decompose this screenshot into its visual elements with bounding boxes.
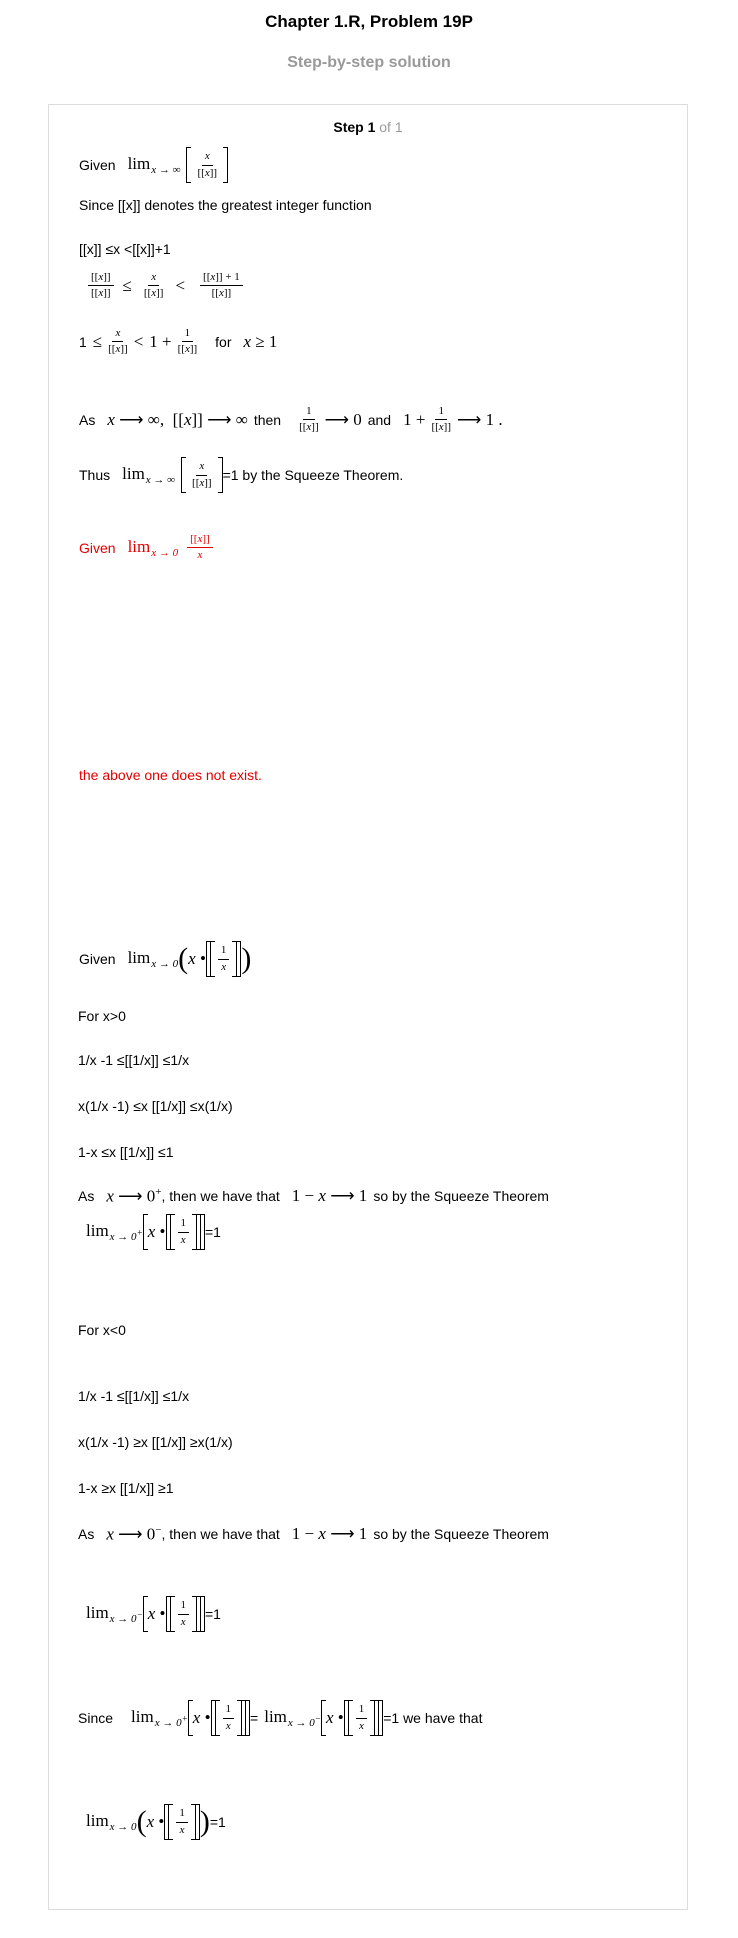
- step-indicator: [49, 119, 687, 135]
- since-final: Since $\lim_{x \to 0^+}$ x • $\frac{1}{x}$ = $\lim_{x \to 0^-}$ x • $\frac{1}{x}$ =1 we have that: [78, 1700, 482, 1736]
- as-line: As x ⟶ ∞, [[x]] ⟶ ∞ then $\frac{1}{[[x]]}$ ⟶ 0 and 1 + $\frac{1}{[[x]]}$ ⟶ 1 .: [79, 405, 503, 434]
- given-3: Given $\lim_{x \to 0}$ ( x • $\frac{1}{x}$ ): [79, 942, 252, 975]
- not-exist: the above one does not exist.: [79, 767, 262, 783]
- thus-line: Thus $\lim_{x \to \infty}$ $\frac{x}{[[x]]}$ =1 by the Squeeze Theorem.: [79, 457, 403, 493]
- ineq-3: 1 ≤ $\frac{x}{[[x]]}$ < 1 + $\frac{1}{[[x]]}$ for x ≥ 1: [79, 327, 278, 356]
- b1-line: 1/x -1 ≤[[1/x]] ≤1/x: [78, 1388, 190, 1404]
- page-title: Chapter 1.R, Problem 19P: [265, 12, 473, 31]
- ineq-2: $\frac{[[x]]}{[[x]]}$ ≤ $\frac{x}{[[x]]}$ < $\frac{[[x]] + 1}{[[x]]}$: [79, 271, 246, 300]
- page-subtitle: Step-by-step solution: [287, 54, 451, 71]
- a3-line: 1-x ≤x [[1/x]] ≤1: [78, 1144, 174, 1160]
- solution-card: [48, 104, 688, 1910]
- for-neg: For x<0: [78, 1322, 126, 1338]
- step-label: Step 1: [333, 119, 376, 135]
- as-neg-line: As x ⟶ 0− , then we have that 1 − x ⟶ 1 so by the Squeeze Theorem: [78, 1524, 549, 1544]
- since-line: Since [[x]] denotes the greatest integer function: [79, 197, 372, 213]
- for-pos: For x>0: [78, 1008, 126, 1024]
- as-pos-line: As x ⟶ 0+ , then we have that 1 − x ⟶ 1 so by the Squeeze Theorem: [78, 1186, 549, 1206]
- step-of: of 1: [379, 119, 403, 135]
- given-1: Given $\lim_{x \to \infty}$ $\frac{x}{[[x]]}$: [79, 147, 228, 183]
- b2-line: x(1/x -1) ≥x [[1/x]] ≥x(1/x): [78, 1434, 233, 1450]
- ineq-1: [[x]] ≤x <[[x]]+1: [79, 241, 171, 257]
- a2-line: x(1/x -1) ≤x [[1/x]] ≤x(1/x): [78, 1098, 233, 1114]
- given-2: Given $\lim_{x \to 0}$ $\frac{[[x]]}{x}$: [79, 533, 216, 562]
- lim-pos: $\lim_{x \to 0^+}$ x • $\frac{1}{x}$ =1: [86, 1214, 221, 1250]
- b3-line: 1-x ≥x [[1/x]] ≥1: [78, 1480, 174, 1496]
- lim-neg: $\lim_{x \to 0^-}$ x • $\frac{1}{x}$ =1: [86, 1596, 221, 1632]
- a1-line: 1/x -1 ≤[[1/x]] ≤1/x: [78, 1052, 190, 1068]
- lim-expr: $\lim_{x \to \infty}$: [127, 154, 181, 176]
- final-lim: $\lim_{x \to 0}$ ( x • $\frac{1}{x}$ ) =1: [86, 1805, 226, 1838]
